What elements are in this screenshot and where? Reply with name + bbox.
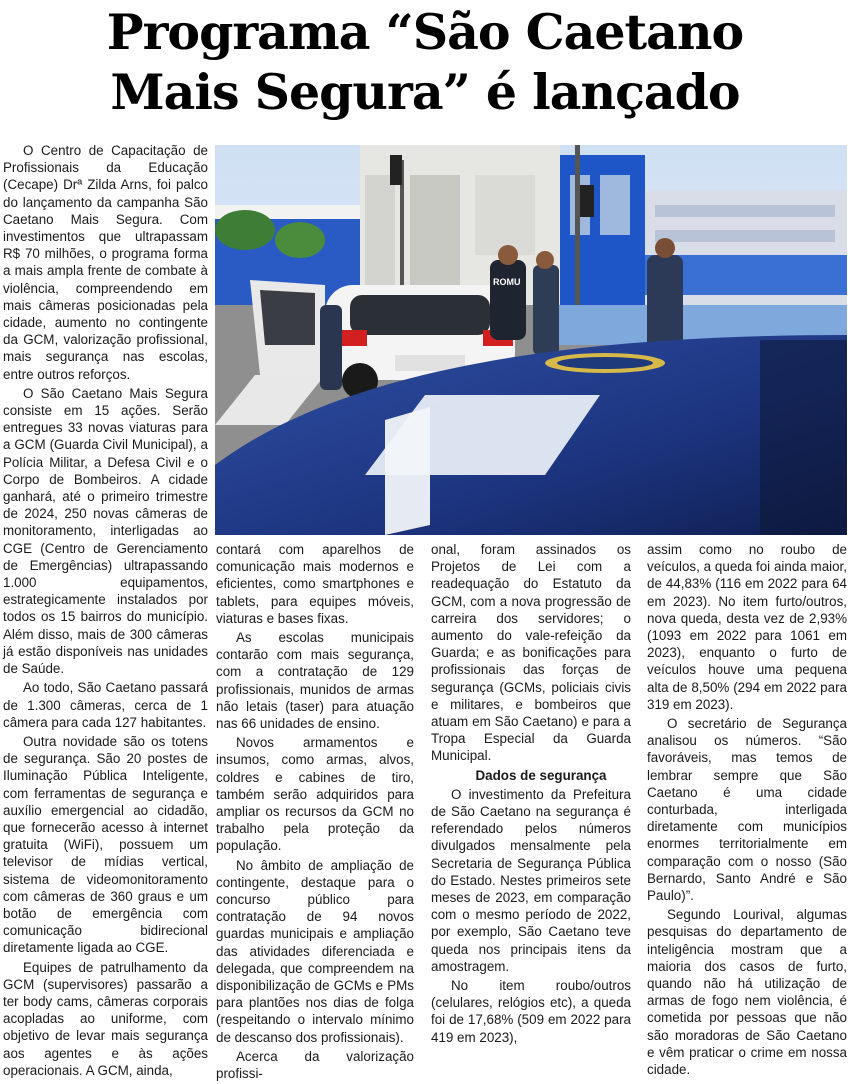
photo-illustration xyxy=(215,145,847,535)
article-paragraph: Segundo Lourival, algumas pesquisas do departamento de inteligência mostram que a maioria dos casos de furto, quando não há utilização de armas de fogo nem violência, é cometida por pessoas que não são moradoras de São Caetano e vêm praticar o crime em nossa cidade. xyxy=(647,907,847,1078)
article-paragraph: Equipes de patrulhamento da GCM (supervisores) passarão a ter body cams, câmeras corporais acopladas ao uniforme, com objetivo de levar mais segurança aos agentes e às ações operacionais. A GCM, ainda, xyxy=(3,959,208,1078)
headline-line-2: Mais Segura” é lançado xyxy=(110,63,740,121)
article-paragraph: No item roubo/outros (celulares, relógios etc), a queda foi de 17,68% (509 em 2022 para 419 em 2023), xyxy=(431,978,631,1045)
article-column-3 xyxy=(431,541,631,1048)
article-paragraph: O secretário de Segurança analisou os números. “São favoráveis, mas temos de lembrar sempre que São Caetano é uma cidade conturbada, interligada diretamente com municípios enormes territorialmente em comparação com o nosso (São Bernardo, Santo André e São Paulo)”. xyxy=(647,716,847,904)
article-paragraph: No âmbito de ampliação de contingente, destaque para o concurso público para contratação de 94 novos guardas municipais e ampliação das atividades diferenciada e delegada, que compreendem na disponibilização de GCMs e PMs para plantões nos dias de folga (respeitando o intervalo mínimo de descanso dos profissionais). xyxy=(216,857,414,1045)
article-paragraph: O Centro de Capacitação de Profissionais da Educação (Cecape) Drª Zilda Arns, foi palco do lançamento da campanha São Caetano Mais Segura. Com investimentos que ultrapassam R$ 70 milhões, o programa forma a mais ampla frente de combate à violência, compreendendo em mais câmeras posicionadas pela cidade, aumento no contingente da GCM, valorização profissional, mais segurança nas escolas, entre outros reforços. xyxy=(3,143,208,382)
section-subheading: Dados de segurança xyxy=(475,767,607,783)
article-paragraph: onal, foram assinados os Projetos de Lei com a readequação do Estatuto da GCM, com a nova progressão de carreira dos servidores; o aumento do vale-refeição da Guarda; e as bonificações para profissionais das forças de segurança (GCMs, policiais civis e militares, e bombeiros que atuam em São Caetano) e para a Tropa Especial da Guarda Municipal. xyxy=(431,542,631,764)
article-column-4 xyxy=(647,541,847,1080)
article-paragraph: As escolas municipais contarão com mais segurança, com a contratação de 129 profissionais, munidos de armas não letais (taser) para atuação nas 66 unidades de ensino. xyxy=(216,630,414,732)
article-paragraph: assim como no roubo de veículos, a queda foi ainda maior, de 44,83% (116 em 2022 para 64 em 2023). No item furto/outros, nova queda, desta vez de 2,93% (1093 em 2022 para 1061 em 2023), enquanto o furto de veículos houve uma pequena alta de 8,50% (294 em 2022 para 319 em 2023). xyxy=(647,542,847,712)
article-photo xyxy=(215,145,847,535)
article-paragraph: Acerca da valorização profissi- xyxy=(216,1048,414,1082)
article-paragraph: Outra novidade são os totens de segurança. São 20 postes de Iluminação Pública Inteligente, com ferramentas de segurança e auxílio emergencial ao cidadão, que fornecerão acesso à internet gratuita (WiFi), possuem um televisor de mídias vertical, sistema de videomonitoramento com câmeras de 360 graus e um botão de emergência com comunicação bidirecional diretamente ligada ao CGE. xyxy=(3,733,208,956)
article-paragraph: O São Caetano Mais Segura consiste em 15 ações. Serão entregues 33 novas viaturas para a GCM (Guarda Civil Municipal), a Polícia Militar, a Defesa Civil e o Corpo de Bombeiros. A cidade ganhará, até o primeiro trimestre de 2024, 250 novas câmeras de monitoramento, interligadas ao CGE (Centro de Gerenciamento de Emergências) ultrapassando 1.000 equipamentos, estrategicamente instalados por todos os 15 bairros do município. Além disso, mais de 300 câmeras já estão disponíveis nas unidades de Saúde. xyxy=(3,385,208,677)
article-paragraph: O investimento da Prefeitura de São Caetano na segurança é referendado pelos números divulgados mensalmente pela Secretaria de Segurança Pública do Estado. Nestes primeiros sete meses de 2023, em comparação com o mesmo período de 2022, por exemplo, São Caetano teve queda nos principais itens da amostragem. xyxy=(431,786,631,974)
article-paragraph: Novos armamentos e insumos, como armas, alvos, coldres e cabines de tiro, também serão adquiridos para ampliar os recursos da GCM no trabalho pela proteção da população. xyxy=(216,735,414,854)
romu-vest-label: ROMU xyxy=(493,277,521,287)
article-column-2 xyxy=(216,541,414,1084)
article-paragraph: contará com aparelhos de comunicação mais modernos e eficientes, como smartphones e tablets, para equipes móveis, viaturas e bases fixas. xyxy=(216,542,414,626)
article-column-1 xyxy=(3,142,208,1081)
article-paragraph: Ao todo, São Caetano passará de 1.300 câmeras, cerca de 1 câmera para cada 127 habitantes. xyxy=(3,680,208,730)
headline-line-1: Programa “São Caetano xyxy=(106,3,744,61)
headline xyxy=(0,2,850,122)
